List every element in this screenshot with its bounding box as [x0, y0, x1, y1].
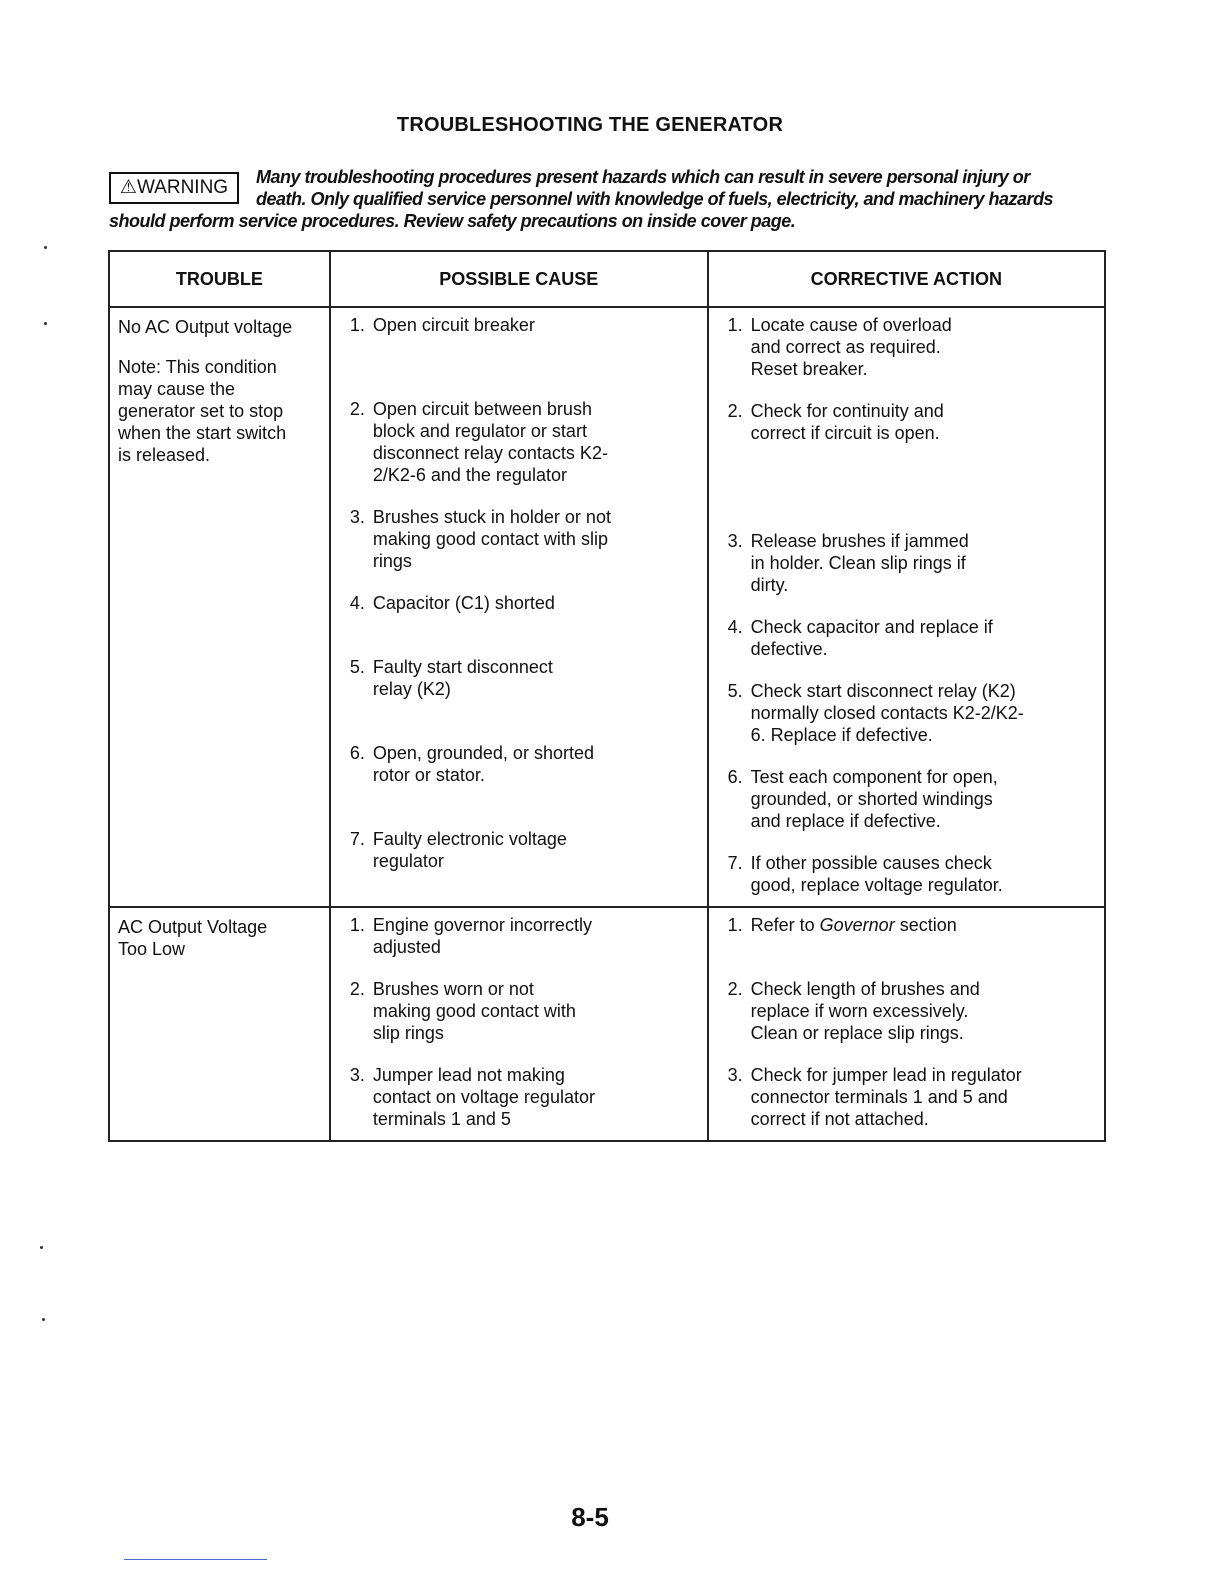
list-item: 3. Check for jumper lead in regulator connector terminals 1 and 5 and correct if not attached. — [727, 1065, 1022, 1129]
scan-speck — [40, 1246, 43, 1249]
troubleshooting-table — [108, 250, 1106, 1142]
page-title: TROUBLESHOOTING THE GENERATOR — [396, 114, 784, 136]
list-item: 1. Engine governor incorrectly adjusted — [349, 915, 592, 957]
list-item: 5. Faulty start disconnect relay (K2) — [349, 657, 553, 699]
table-row — [109, 907, 1105, 1141]
table-header-row — [109, 251, 1105, 307]
scan-speck — [44, 246, 47, 249]
list-item: 3. Brushes stuck in holder or not making good contact with slip rings — [349, 507, 611, 571]
trouble-text: AC Output Voltage Too Low — [118, 917, 268, 959]
list-item: 7. If other possible causes check good, replace voltage regulator. — [727, 853, 1003, 895]
trouble-cell — [109, 307, 330, 907]
trouble-cell — [109, 907, 330, 1141]
corrective-action-cell — [708, 307, 1105, 907]
warning-text-line-3: should perform service procedures. Review safety precautions on inside cover page. — [109, 211, 796, 231]
possible-cause-cell — [330, 307, 708, 907]
warning-badge: ⚠WARNING — [109, 172, 239, 204]
list-item: 6. Test each component for open, grounded, or shorted windings and replace if defective. — [727, 767, 998, 831]
list-item: 2. Brushes worn or not making good contact with slip rings — [349, 979, 576, 1043]
table-row — [109, 307, 1105, 907]
list-item: 2. Open circuit between brush block and regulator or start disconnect relay contacts K2-2/K2-6 and the regulator — [349, 399, 608, 485]
header-possible-cause: POSSIBLE CAUSE — [330, 251, 708, 307]
footer-rule — [124, 1559, 267, 1560]
list-item: 2. Check for continuity and correct if circuit is open. — [727, 401, 944, 443]
scan-speck — [42, 1318, 45, 1321]
header-corrective-action: CORRECTIVE ACTION — [708, 251, 1105, 307]
list-item: 2. Check length of brushes and replace if worn excessively. Clean or replace slip rings. — [727, 979, 980, 1043]
list-item: 3. Jumper lead not making contact on voltage regulator terminals 1 and 5 — [349, 1065, 595, 1129]
list-item: 4. Capacitor (C1) shorted — [349, 593, 555, 613]
list-item: 5. Check start disconnect relay (K2) normally closed contacts K2-2/K2-6. Replace if defective. — [727, 681, 1024, 745]
list-item: 1. Locate cause of overload and correct as required. Reset breaker. — [727, 315, 952, 379]
scan-speck — [44, 322, 47, 325]
list-item: 1. Open circuit breaker — [349, 315, 535, 335]
list-item: 6. Open, grounded, or shorted rotor or stator. — [349, 743, 594, 785]
header-trouble: TROUBLE — [109, 251, 330, 307]
warning-text-line-1: Many troubleshooting procedures present hazards which can result in severe personal injury or — [256, 167, 1030, 187]
trouble-text: No AC Output voltage — [118, 317, 293, 337]
possible-cause-cell — [330, 907, 708, 1141]
list-item: 1. Refer to Governor section — [727, 915, 957, 935]
list-item: 7. Faulty electronic voltage regulator — [349, 829, 567, 871]
page-number: 8-5 — [571, 1502, 609, 1532]
list-item: 3. Release brushes if jammed in holder. Clean slip rings if dirty. — [727, 531, 969, 595]
list-item: 4. Check capacitor and replace if defective. — [727, 617, 993, 659]
corrective-action-cell — [708, 907, 1105, 1141]
trouble-note: Note: This condition may cause the generator set to stop when the start switch is released. — [118, 357, 287, 465]
warning-text-line-2: death. Only qualified service personnel with knowledge of fuels, electricity, and machinery hazards — [256, 189, 1054, 209]
